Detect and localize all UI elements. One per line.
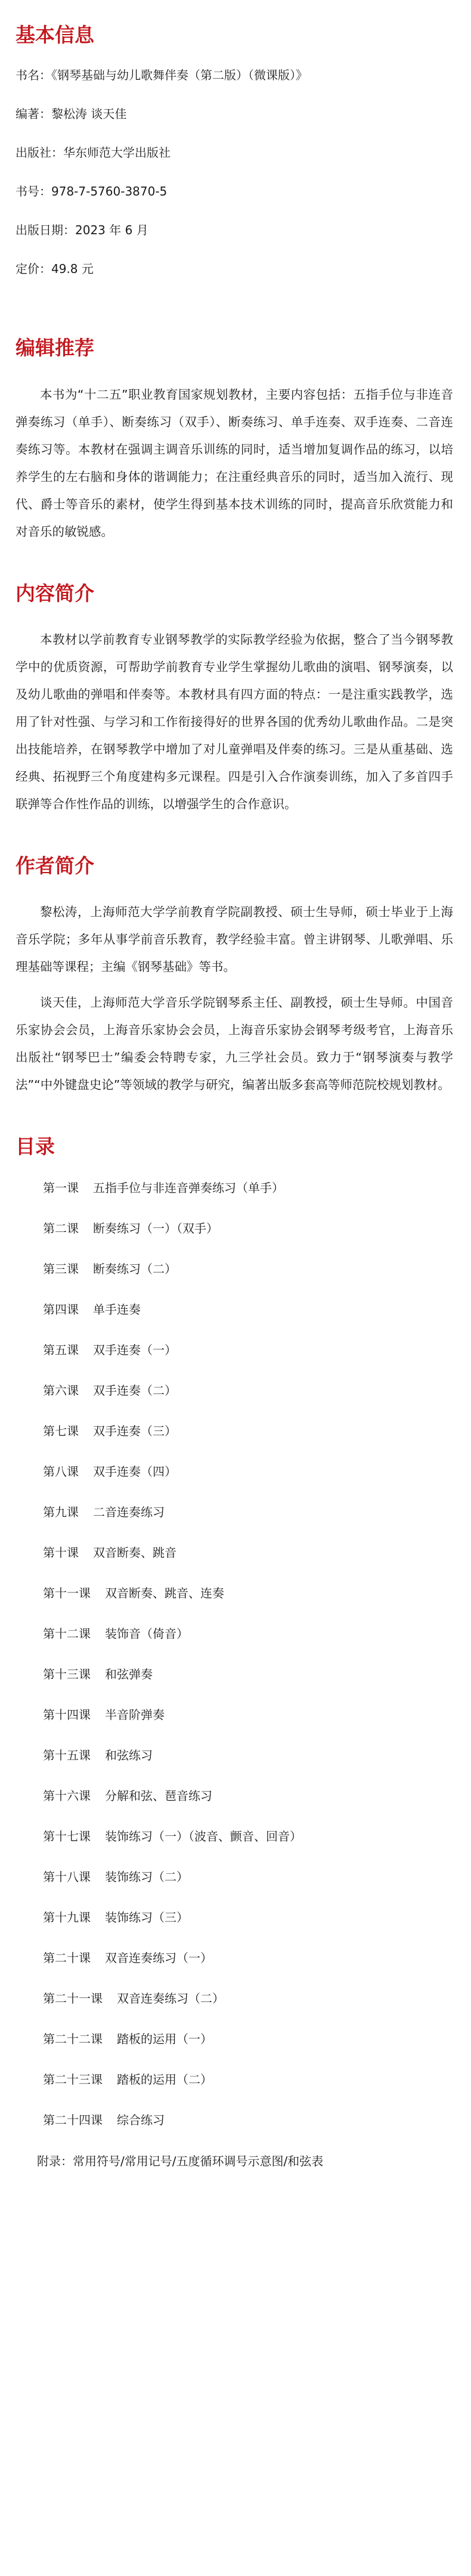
section-gap bbox=[16, 300, 453, 336]
toc-item-title: 五指手位与非连音弹奏练习（单手） bbox=[93, 1181, 284, 1196]
toc-item-title: 和弦练习 bbox=[105, 1748, 153, 1763]
content-intro-paragraph: 本教材以学前教育专业钢琴教学的实际教学经验为依据，整合了当今钢琴教学中的优质资源，可帮助学前教育专业学生掌握幼儿歌曲的演唱、钢琴演奏，以及幼儿歌曲的弹唱和伴奏等。本教材具有四方面的特点：一是注重实践教学，选用了针对性强、与学习和工作衔接得好的世界各国的优秀幼儿歌曲作品。二是突出技能培养，在钢琴教学中增加了对儿童弹唱及伴奏的练习。三是从重基础、选经典、拓视野三个角度建构多元课程。四是引入合作演奏训练，加入了多首四手联弹等合作性作品的训练，以增强学生的合作意识。 bbox=[16, 632, 453, 811]
toc-item-title: 双手连奏（四） bbox=[93, 1464, 176, 1479]
toc-item-number: 第十七课 bbox=[43, 1829, 91, 1844]
toc-item-title: 和弦弹奏 bbox=[105, 1667, 153, 1682]
toc-item bbox=[43, 1908, 453, 1949]
toc-item-number: 第七课 bbox=[43, 1424, 79, 1439]
toc-item-number: 第十一课 bbox=[43, 1586, 91, 1601]
toc-item-number: 第十课 bbox=[43, 1545, 79, 1560]
toc-item-number: 第二十课 bbox=[43, 1951, 91, 1966]
info-authors: 编著：黎松涛 谈天佳 bbox=[16, 107, 127, 122]
toc-item bbox=[43, 1422, 453, 1463]
toc-item-title: 装饰练习（二） bbox=[105, 1870, 188, 1885]
info-publish-date: 出版日期：2023 年 6 月 bbox=[16, 223, 148, 238]
toc-item bbox=[43, 1341, 453, 1382]
toc-item-title: 双音断奏、跳音、连奏 bbox=[105, 1586, 224, 1601]
info-isbn: 书号：978-7-5760-3870-5 bbox=[16, 184, 168, 199]
toc-item-title: 双音连奏练习（二） bbox=[117, 1991, 224, 2006]
content-intro-heading: 内容简介 bbox=[16, 581, 94, 605]
author-bio-li-songtao: 黎松涛，上海师范大学学前教育学院副教授、硕士生导师，硕士毕业于上海音乐学院；多年从事学前音乐教育，教学经验丰富。曾主讲钢琴、儿歌弹唱、乐理基础等课程；主编《钢琴基础》等书。 bbox=[16, 905, 453, 974]
toc-item-number: 第八课 bbox=[43, 1464, 79, 1479]
section-gap bbox=[16, 818, 453, 854]
toc-item-title: 断奏练习（一）（双手） bbox=[93, 1221, 218, 1236]
toc-item-title: 双音断奏、跳音 bbox=[93, 1545, 176, 1560]
toc-item bbox=[43, 1868, 453, 1908]
toc-item-number: 第一课 bbox=[43, 1181, 79, 1196]
info-publisher: 出版社：华东师范大学出版社 bbox=[16, 145, 171, 160]
toc-item bbox=[43, 1463, 453, 1503]
toc-item bbox=[43, 1179, 453, 1219]
section-gap bbox=[16, 545, 453, 581]
toc-item bbox=[43, 1949, 453, 1990]
toc-item-number: 第十九课 bbox=[43, 1910, 91, 1925]
editor-recommend-paragraph: 本书为“十二五”职业教育国家规划教材，主要内容包括：五指手位与非连音弹奏练习（单手）、断奏练习（双手）、断奏练习、单手连奏、双手连奏、二音连奏练习等。本教材在强调主调音乐训练的同时，适当增加复调作品的练习，以培养学生的左右脑和身体的谐调能力；在注重经典音乐的同时，适当加入流行、现代、爵士等音乐的素材，使学生得到基本技术训练的同时，提高音乐欣赏能力和对音乐的敏锐感。 bbox=[16, 387, 453, 539]
toc-item bbox=[43, 1706, 453, 1746]
toc-item-number: 第十二课 bbox=[43, 1627, 91, 1641]
toc-item-title: 双手连奏（三） bbox=[93, 1424, 176, 1439]
info-book-title: 书名：《钢琴基础与幼儿歌舞伴奏（第二版）（微课版）》 bbox=[16, 68, 308, 83]
toc-item-number: 第六课 bbox=[43, 1383, 79, 1398]
toc-item-title: 二音连奏练习 bbox=[93, 1505, 165, 1520]
toc-item bbox=[43, 1301, 453, 1341]
toc-item bbox=[43, 2030, 453, 2071]
toc-item-number: 第二十二课 bbox=[43, 2032, 103, 2047]
toc-item-number: 第二十三课 bbox=[43, 2072, 103, 2087]
toc-item-number: 第十四课 bbox=[43, 1708, 91, 1722]
toc-list bbox=[16, 1179, 453, 2152]
toc-item-title: 双手连奏（二） bbox=[93, 1383, 176, 1398]
toc-item-number: 第十五课 bbox=[43, 1748, 91, 1763]
toc-item-title: 综合练习 bbox=[117, 2113, 165, 2128]
toc-item bbox=[43, 1503, 453, 1544]
toc-item-number: 第十六课 bbox=[43, 1789, 91, 1804]
toc-item-title: 踏板的运用（二） bbox=[117, 2072, 212, 2087]
toc-item bbox=[43, 1665, 453, 1706]
editor-recommend-heading: 编辑推荐 bbox=[16, 336, 94, 360]
toc-item bbox=[43, 2111, 453, 2152]
toc-item bbox=[43, 1382, 453, 1422]
toc-item bbox=[43, 1827, 453, 1868]
author-intro-section bbox=[16, 854, 453, 1098]
toc-item-number: 第十八课 bbox=[43, 1870, 91, 1885]
toc-item-title: 踏板的运用（一） bbox=[117, 2032, 212, 2047]
toc-item bbox=[43, 1219, 453, 1260]
toc-item-number: 第二课 bbox=[43, 1221, 79, 1236]
toc-item-title: 装饰练习（一）（波音、颤音、回音） bbox=[105, 1829, 302, 1844]
content-intro-section bbox=[16, 581, 453, 818]
toc-item-title: 双音连奏练习（一） bbox=[105, 1951, 212, 1966]
basic-info-section bbox=[16, 23, 453, 277]
toc-item-title: 装饰练习（三） bbox=[105, 1910, 188, 1925]
editor-recommend-section bbox=[16, 336, 453, 545]
toc-item-title: 分解和弦、琶音练习 bbox=[105, 1789, 212, 1804]
basic-info-heading: 基本信息 bbox=[16, 23, 94, 46]
toc-item-title: 断奏练习（二） bbox=[93, 1262, 176, 1277]
toc-item-number: 第三课 bbox=[43, 1262, 79, 1277]
toc-heading: 目录 bbox=[16, 1135, 55, 1158]
author-intro-heading: 作者简介 bbox=[16, 854, 94, 877]
section-gap bbox=[16, 1098, 453, 1134]
toc-item-title: 单手连奏 bbox=[93, 1302, 141, 1317]
toc-item bbox=[43, 1787, 453, 1827]
toc-item-number: 第二十四课 bbox=[43, 2113, 103, 2128]
info-price: 定价：49.8 元 bbox=[16, 262, 94, 277]
toc-item bbox=[43, 2071, 453, 2111]
toc-item bbox=[43, 1544, 453, 1584]
toc-section bbox=[16, 1134, 453, 2169]
toc-item bbox=[43, 1584, 453, 1625]
toc-item-number: 第十三课 bbox=[43, 1667, 91, 1682]
toc-item-number: 第九课 bbox=[43, 1505, 79, 1520]
toc-item-title: 双手连奏（一） bbox=[93, 1343, 176, 1358]
toc-item bbox=[43, 1625, 453, 1665]
toc-item bbox=[43, 1746, 453, 1787]
toc-item bbox=[43, 1990, 453, 2030]
toc-item-number: 第五课 bbox=[43, 1343, 79, 1358]
author-bio-tan-tianjia: 谈天佳，上海师范大学音乐学院钢琴系主任、副教授，硕士生导师。中国音乐家协会会员，上海音乐家协会会员，上海音乐家协会钢琴考级考官，上海音乐出版社“钢琴巴士”编委会特聘专家，九三学社会员。致力于“钢琴演奏与教学法”“中外键盘史论”等领域的教学与研究，编著出版多套高等师范院校规划教材。 bbox=[16, 995, 453, 1092]
toc-appendix: 附录：常用符号/常用记号/五度循环调号示意图/和弦表 bbox=[37, 2154, 324, 2169]
toc-item-title: 装饰音（倚音） bbox=[105, 1627, 188, 1641]
toc-item-number: 第二十一课 bbox=[43, 1991, 103, 2006]
toc-item-title: 半音阶弹奏 bbox=[105, 1708, 165, 1722]
toc-item-number: 第四课 bbox=[43, 1302, 79, 1317]
toc-item bbox=[43, 1260, 453, 1301]
